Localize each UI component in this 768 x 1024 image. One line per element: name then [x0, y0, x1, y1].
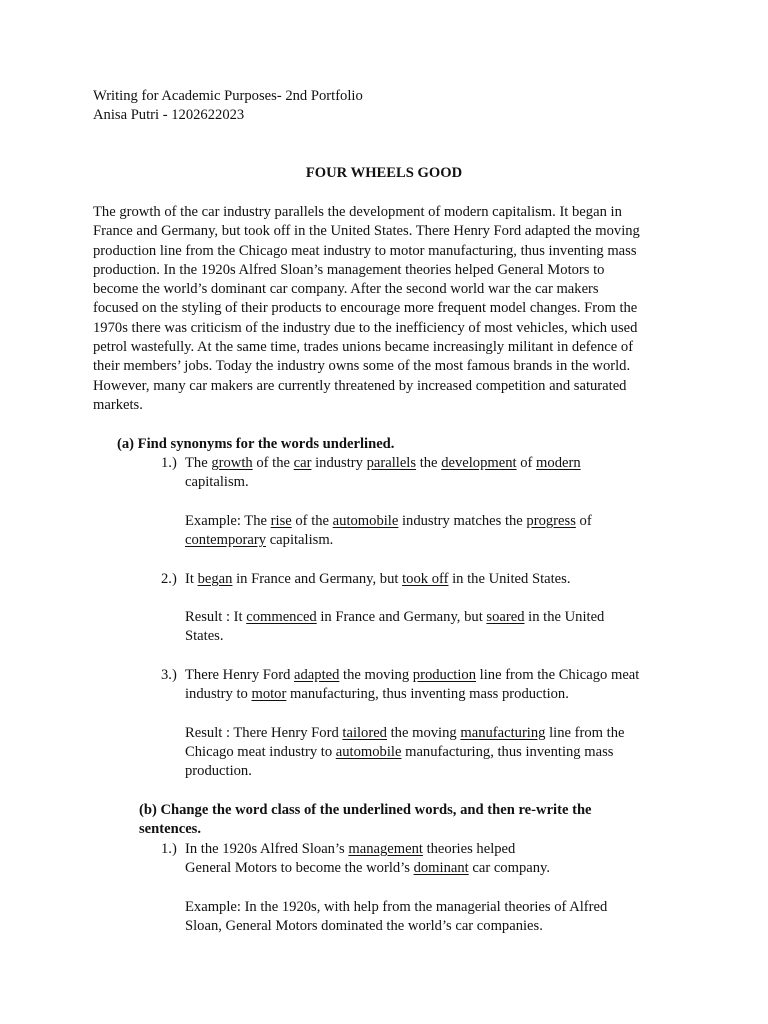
example-answer: Example: In the 1920s, with help from the managerial theories of Alfred — [185, 899, 608, 915]
paragraph-line: France and Germany, but took off in the United States. There Henry Ford adapted the moving — [93, 223, 640, 240]
paragraph-line: become the world’s dominant car company. After the second world war the car makers — [93, 281, 599, 298]
question-sentence: The growth of the car industry parallels the development of modern — [185, 455, 581, 471]
question-sentence: In the 1920s Alfred Sloan’s management theories helped — [185, 841, 516, 857]
student-name: Anisa Putri - 1202622023 — [93, 107, 245, 123]
paragraph-line: production. In the 1920s Alfred Sloan’s management theories helped General Motors to — [93, 261, 605, 278]
paragraph-line: production line from the Chicago meat industry to motor manufacturing, thus inventing mass — [93, 242, 637, 259]
paragraph-line: their members’ jobs. Today the industry owns some of the most famous brands in the world. — [93, 358, 631, 375]
question-sentence-cont: General Motors to become the world’s dominant car company. — [185, 860, 551, 876]
question-sentence-cont: industry to motor manufacturing, thus inventing mass production. — [185, 686, 569, 702]
result-answer-cont: States. — [185, 628, 224, 644]
underlined-word: contemporary — [185, 532, 267, 548]
underlined-word: commenced — [246, 609, 317, 625]
underlined-word: dominant — [413, 860, 469, 876]
underlined-word: car — [293, 455, 312, 471]
underlined-word: automobile — [332, 513, 399, 529]
underlined-word: motor — [251, 686, 287, 702]
item-number: 2.) — [161, 571, 177, 587]
item-number: 1.) — [161, 455, 177, 471]
section-b-heading: (b) Change the word class of the underlined words, and then re-write the — [139, 802, 592, 818]
underlined-word: production — [412, 667, 477, 683]
section-b-heading-cont: sentences. — [139, 821, 202, 837]
underlined-word: parallels — [366, 455, 417, 471]
question-sentence-cont: capitalism. — [185, 474, 249, 490]
paragraph-line: The growth of the car industry parallels the development of modern capitalism. It began in — [93, 204, 622, 220]
underlined-word: adapted — [294, 667, 340, 683]
underlined-word: took off — [402, 571, 449, 587]
result-answer-cont: production. — [185, 763, 252, 779]
paragraph-line: However, many car makers are currently threatened by increased competition and saturated — [93, 377, 627, 394]
underlined-word: began — [197, 571, 233, 587]
course-title: Writing for Academic Purposes- 2nd Portfolio — [93, 88, 363, 104]
result-answer: Result : It commenced in France and Germany, but soared in the United — [185, 609, 605, 625]
example-answer: Example: The rise of the automobile industry matches the progress of — [185, 513, 592, 529]
item-number: 3.) — [161, 667, 177, 683]
paragraph-line: 1970s there was criticism of the industry due to the inefficiency of most vehicles, which used — [93, 319, 638, 336]
paragraph-line: petrol wastefully. At the same time, trades unions became increasingly militant in defence of — [93, 339, 634, 356]
underlined-word: growth — [211, 455, 253, 471]
paragraph-line: markets. — [93, 396, 143, 413]
underlined-word: automobile — [335, 744, 402, 760]
underlined-word: progress — [526, 513, 576, 529]
item-number: 1.) — [161, 841, 177, 857]
example-answer-cont: Sloan, General Motors dominated the world’s car companies. — [185, 918, 543, 934]
result-answer-cont: Chicago meat industry to automobile manufacturing, thus inventing mass — [185, 744, 614, 760]
question-sentence: It began in France and Germany, but took off in the United States. — [185, 571, 571, 587]
main-paragraph — [93, 203, 676, 415]
underlined-word: modern — [536, 455, 581, 471]
underlined-word: soared — [486, 609, 525, 625]
underlined-word: development — [441, 455, 517, 471]
result-answer: Result : There Henry Ford tailored the moving manufacturing line from the — [185, 725, 625, 741]
paragraph-line: focused on the styling of their products to encourage more frequent model changes. From the — [93, 300, 638, 317]
example-answer-cont: contemporary capitalism. — [185, 532, 334, 548]
section-a-heading: (a) Find synonyms for the words underlined. — [117, 436, 395, 452]
underlined-word: tailored — [342, 725, 387, 741]
question-sentence: There Henry Ford adapted the moving production line from the Chicago meat — [185, 667, 640, 683]
underlined-word: management — [348, 841, 423, 857]
underlined-word: rise — [270, 513, 292, 529]
document-title: FOUR WHEELS GOOD — [305, 165, 463, 181]
underlined-word: manufacturing — [460, 725, 546, 741]
